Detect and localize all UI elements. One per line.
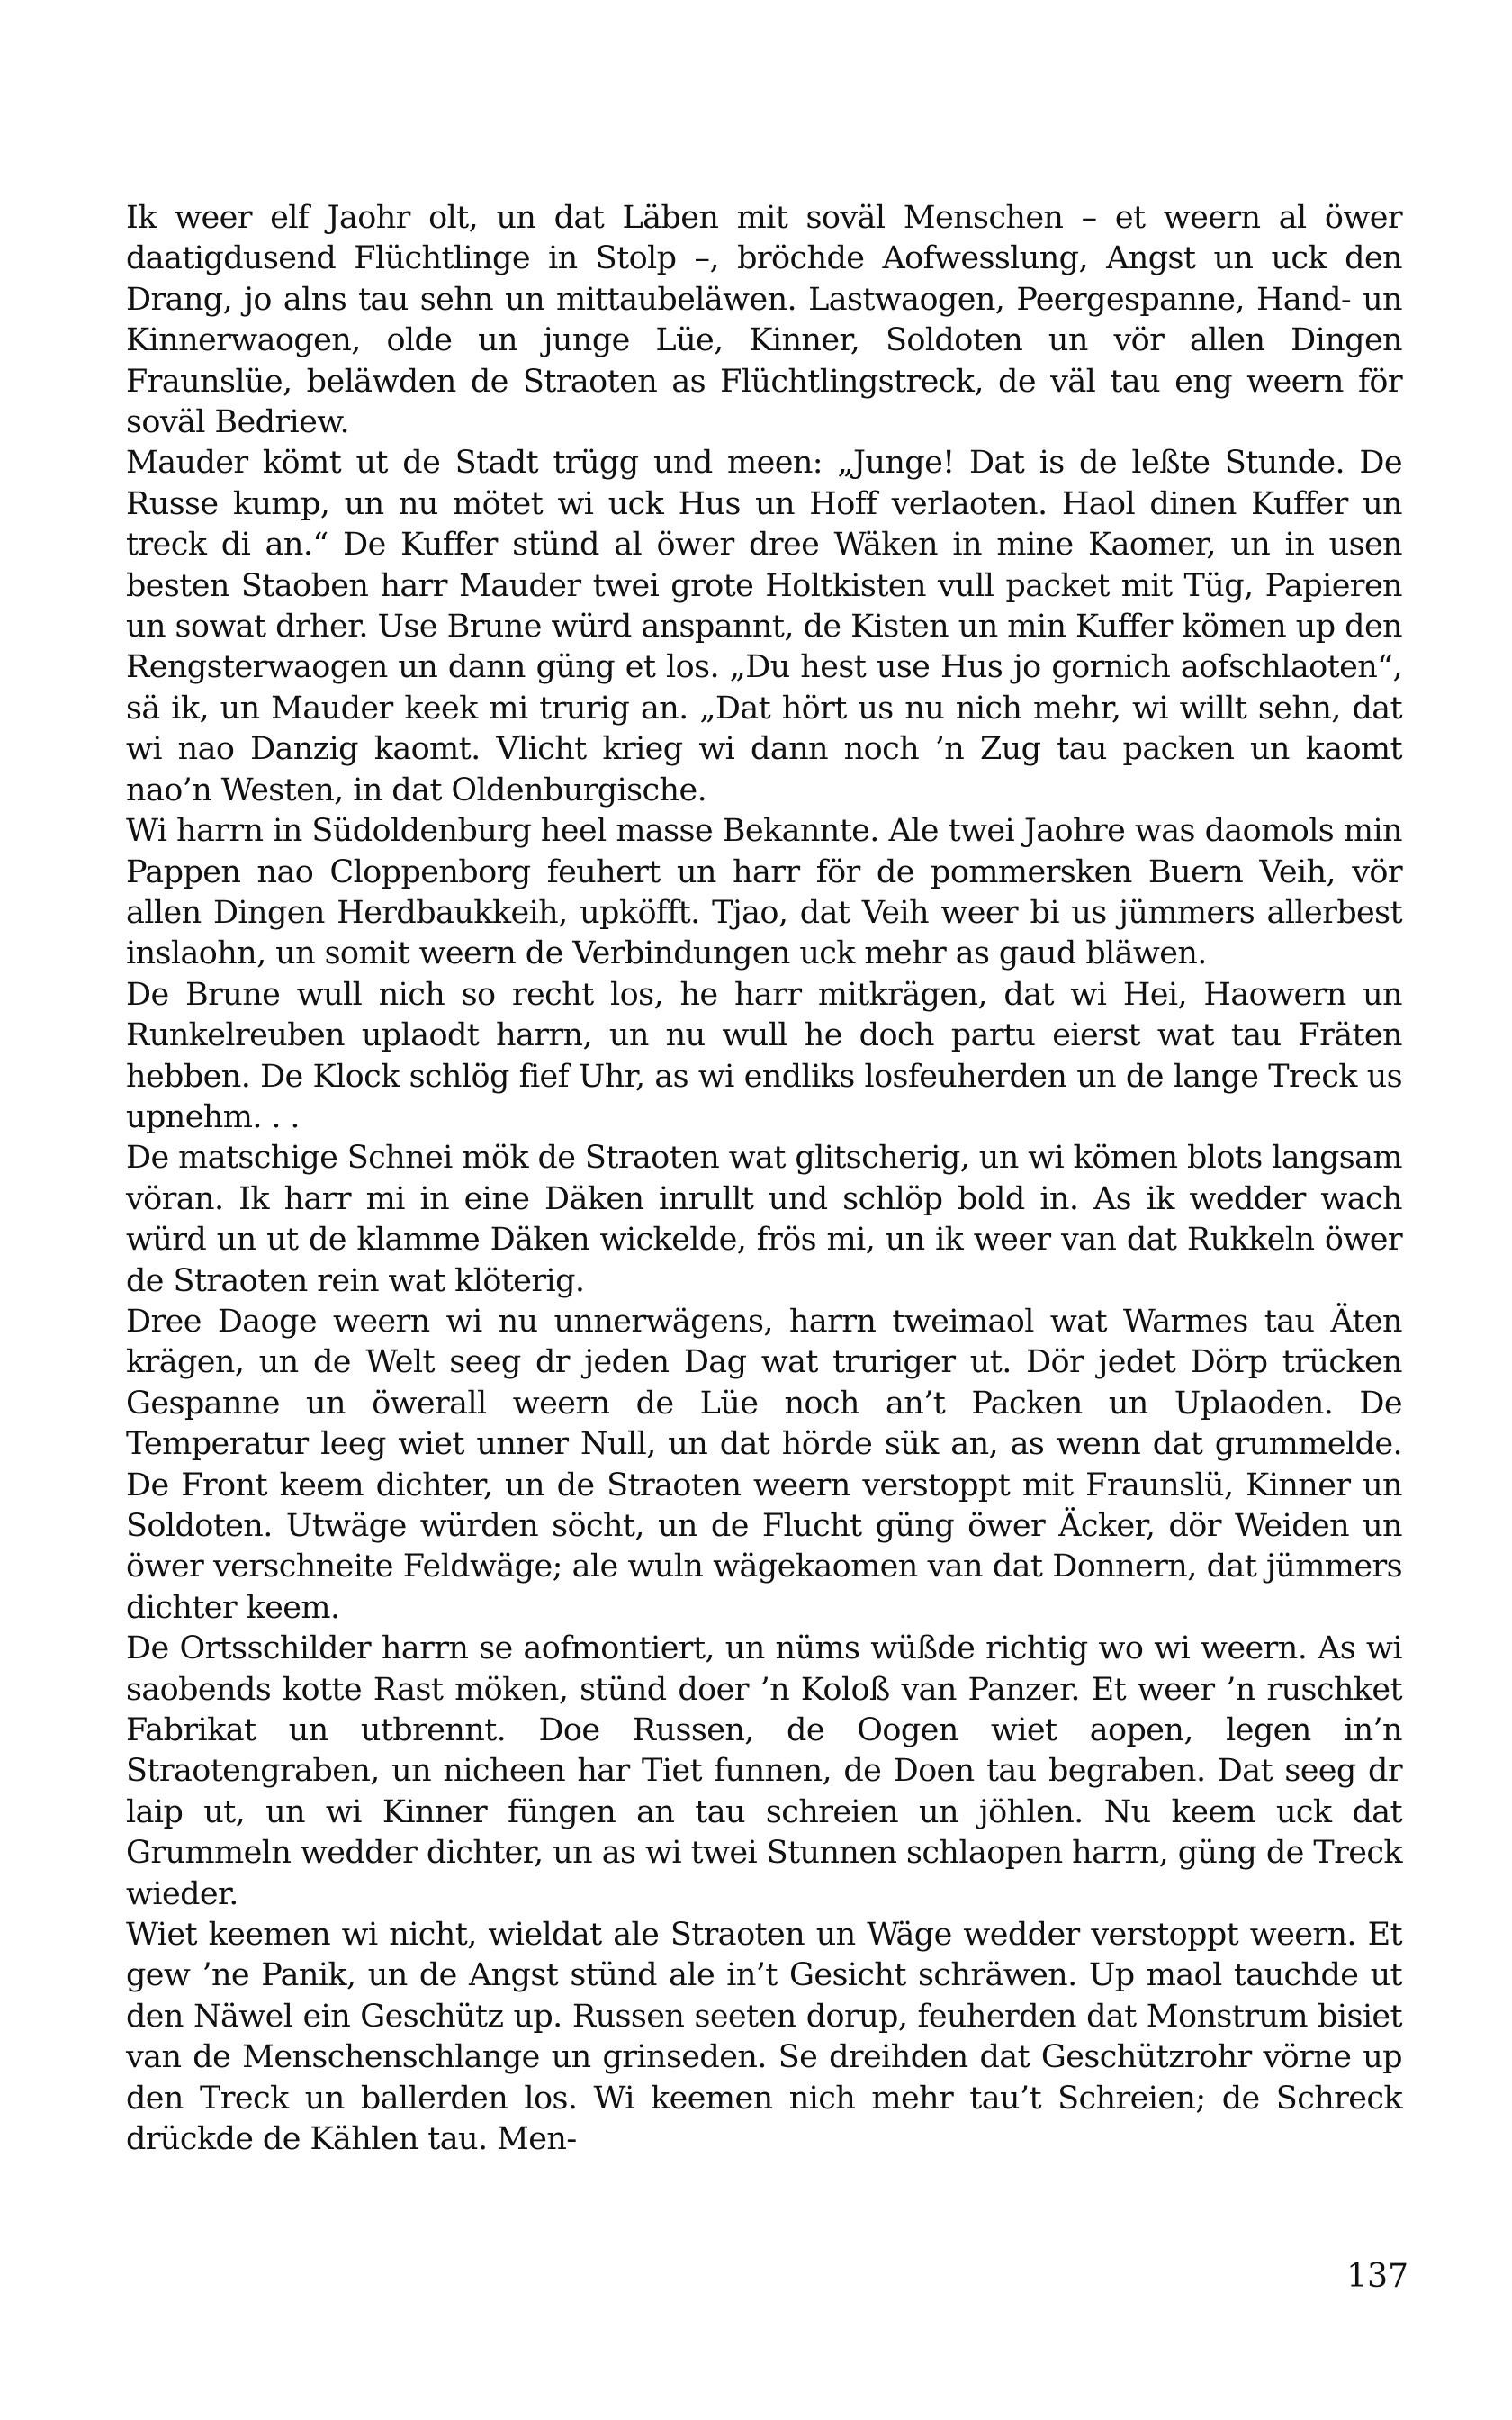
paragraph: Dree Daoge weern wi nu unnerwägens, harrn tweimaol wat Warmes tau Äten krägen, un de Welt seeg dr jeden Dag wat truriger ut. Dör jedet Dörp trücken Gespanne un öwerall weern de Lüe noch an’t Packen un Uplaoden. De Temperatur leeg wiet unner Null, un dat hörde sük an, as wenn dat grummelde. De Front keem dichter, un de Straoten weern verstoppt mit Fraunslü, Kinner un Soldoten. Utwäge würden söcht, un de Flucht güng öwer Äcker, dör Weiden un öwer verschneite Feldwäge; ale wuln wägekaomen van dat Donnern, dat jümmers dichter keem. <box>126 1303 1402 1626</box>
body-text <box>126 198 1402 2161</box>
paragraph: Ik weer elf Jaohr olt, un dat Läben mit soväl Menschen – et weern al öwer daatigdusend Flüchtlinge in Stolp –, bröchde Aofwesslung, Angst un uck den Drang, jo alns tau sehn un mittaubeläwen. Lastwaogen, Peergespanne, Hand- un Kinnerwaogen, olde un junge Lüe, Kinner, Soldoten un vör allen Dingen Fraunslüe, beläwden de Straoten as Flüchtlingstreck, de väl tau eng weern för soväl Bedriew. <box>126 200 1402 441</box>
paragraph: Wiet keemen wi nicht, wieldat ale Straoten un Wäge wedder verstoppt weern. Et gew ’ne Panik, un de Angst stünd ale in’t Gesicht schräwen. Up maol tauchde ut den Näwel ein Geschütz up. Russen seeten dorup, feuherden dat Monstrum bisiet van de Menschenschlange un grinseden. Se dreihden dat Geschützrohr vörne up den Treck un ballerden los. Wi keemen nich mehr tau’t Schreien; de Schreck drückde de Kählen tau. Men- <box>126 1917 1402 2158</box>
paragraph: De matschige Schnei mök de Straoten wat glitscherig, un wi kömen blots langsam vöran. Ik harr mi in eine Däken inrullt und schlöp bold in. As ik wedder wach würd un ut de klamme Däken wickelde, frös mi, un ik weer van dat Rukkeln öwer de Straoten rein wat klöterig. <box>126 1140 1402 1299</box>
paragraph: De Ortsschilder harrn se aofmontiert, un nüms wüßde richtig wo wi weern. As wi saobends kotte Rast möken, stünd doer ’n Koloß van Panzer. Et weer ’n ruschket Fabrikat un utbrennt. Doe Russen, de Oogen wiet aopen, legen in’n Straotengraben, un nicheen har Tiet funnen, de Doen tau begraben. Dat seeg dr laip ut, un wi Kinner füngen an tau schreien un jöhlen. Nu keem uck dat Grummeln wedder dichter, un as wi twei Stunnen schlaopen harrn, güng de Treck wieder. <box>126 1630 1402 1912</box>
paragraph: De Brune wull nich so recht los, he harr mitkrägen, dat wi Hei, Haowern un Runkelreuben uplaodt harrn, un nu wull he doch partu eierst wat tau Fräten hebben. De Klock schlög fief Uhr, as wi endliks losfeuherden un de lange Treck us upnehm. . . <box>126 976 1402 1135</box>
paragraph: Wi harrn in Südoldenburg heel masse Bekannte. Ale twei Jaohre was daomols min Pappen nao Cloppenborg feuhert un harr för de pommersken Buern Veih, vör allen Dingen Herdbaukkeih, upköfft. Tjao, dat Veih weer bi us jümmers allerbest inslaohn, un somit weern de Verbindungen uck mehr as gaud bläwen. <box>126 813 1402 972</box>
page-number: 137 <box>1346 2258 1408 2295</box>
paragraph: Mauder kömt ut de Stadt trügg und meen: „Junge! Dat is de leßte Stunde. De Russe kump, un nu mötet wi uck Hus un Hoff verlaoten. Haol dinen Kuffer un treck di an.“ De Kuffer stünd al öwer dree Wäken in mine Kaomer, un in usen besten Staoben harr Mauder twei grote Holtkisten vull packet mit Tüg, Papieren un sowat drher. Use Brune würd anspannt, de Kisten un min Kuffer kömen up den Rengsterwaogen un dann güng et los. „Du hest use Hus jo gornich aofschlaoten“, sä ik, un Mauder keek mi trurig an. „Dat hört us nu nich mehr, wi willt sehn, dat wi nao Danzig kaomt. Vlicht krieg wi dann noch ’n Zug tau packen un kaomt nao’n Westen, in dat Oldenburgische. <box>126 445 1402 808</box>
